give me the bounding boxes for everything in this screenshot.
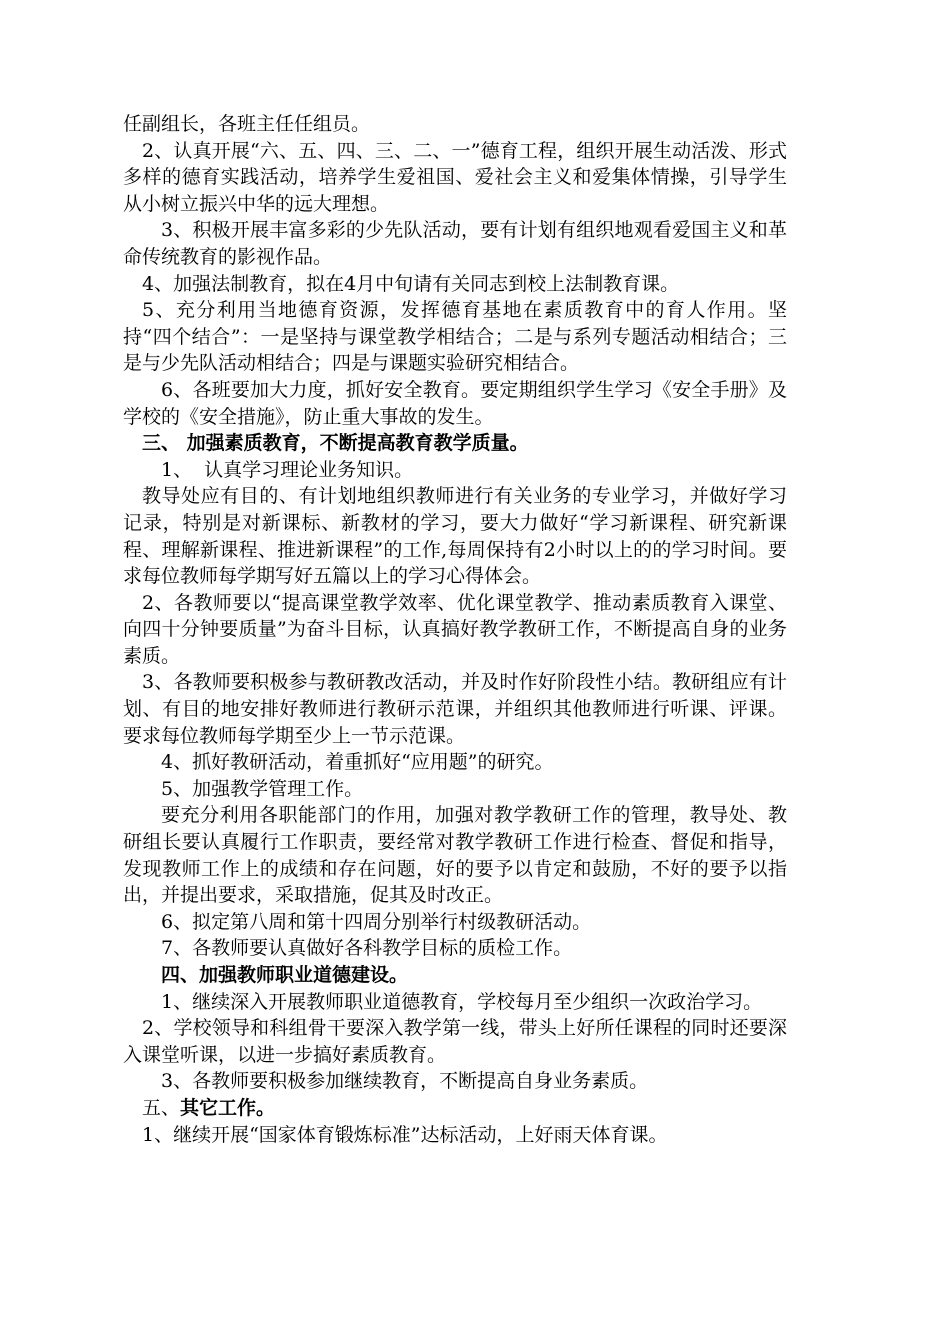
paragraph-15: 6、拟定第八周和第十四周分别举行村级教研活动。 xyxy=(161,910,592,933)
paragraph-2: 2、认真开展“六、五、四、三、二、一”德育工程，组织开展生动活泼、形式多样的德育实践活动，培养学生爱祖国、爱社会主义和爱集体情操，引导学生从小树立振兴中华的远大理想。 xyxy=(123,139,787,215)
paragraph-14: 要充分利用各职能部门的作用，加强对教学教研工作的管理，教导处、教研组长要认真履行工作职责，要经常对教学教研工作进行检查、督促和指导，发现教师工作上的成绩和存在问题，好的要予以肯定和鼓励，不好的要予以指出，并提出要求，采取措施，促其及时改正。 xyxy=(123,804,787,907)
paragraph-20: 3、各教师要积极参加继续教育，不断提高自身业务素质。 xyxy=(161,1070,649,1093)
paragraph-5: 5、充分利用当地德育资源，发挥德育基地在素质教育中的育人作用。坚持“四个结合”：一是坚持与课堂教学相结合；二是与系列专题活动相结合；三是与少先队活动相结合；四是与课题实验研究相结合。 xyxy=(123,299,787,375)
paragraph-1: 任副组长，各班主任任组员。 xyxy=(123,113,371,135)
paragraph-10: 2、各教师要以“提高课堂教学效率、优化课堂教学、推动素质教育入课堂、向四十分钟要质量”为奋斗目标，认真搞好教学教研工作，不断提高自身的业务素质。 xyxy=(123,591,787,667)
paragraph-8: 1、 认真学习理论业务知识。 xyxy=(161,458,414,481)
document-body xyxy=(123,111,787,1148)
section-heading-3: 三、 加强素质教育，不断提高教育教学质量。 xyxy=(142,432,529,455)
paragraph-3: 3、积极开展丰富多彩的少先队活动，要有计划有组织地观看爱国主义和革命传统教育的影视作品。 xyxy=(123,219,787,268)
paragraph-18: 1、继续深入开展教师职业道德教育，学校每月至少组织一次政治学习。 xyxy=(161,990,763,1013)
paragraph-11: 3、各教师要积极参与教研教改活动，并及时作好阶段性小结。教研组应有计划、有目的地安排好教师进行教研示范课，并组织其他教师进行听课、评课。要求每位教师每学期至少上一节示范课。 xyxy=(123,671,787,747)
paragraph-16: 7、各教师要认真做好各科教学目标的质检工作。 xyxy=(161,937,573,960)
paragraph-19: 2、学校领导和科组骨干要深入教学第一线，带头上好所任课程的同时还要深入课堂听课，以进一步搞好素质教育。 xyxy=(123,1017,787,1066)
section-heading-5 xyxy=(123,1095,787,1122)
section-heading-5-title: 其它工作。 xyxy=(180,1096,276,1119)
section-heading-5-number: 五、 xyxy=(142,1096,181,1119)
paragraph-4: 4、加强法制教育，拟在4月中旬请有关同志到校上法制教育课。 xyxy=(142,272,680,295)
paragraph-9: 教导处应有目的、有计划地组织教师进行有关业务的专业学习，并做好学习记录，特别是对新课标、新教材的学习，要大力做好“学习新课程、研究新课程、理解新课程、推进新课程”的工作,每周保持有2小时以上的的学习时间。要求每位教师每学期写好五篇以上的学习心得体会。 xyxy=(123,485,787,588)
paragraph-6: 6、各班要加大力度，抓好安全教育。要定期组织学生学习《安全手册》及学校的《安全措施》，防止重大事故的发生。 xyxy=(123,378,787,428)
paragraph-13: 5、加强教学管理工作。 xyxy=(161,777,364,800)
paragraph-22: 1、继续开展“国家体育锻炼标准”达标活动，上好雨天体育课。 xyxy=(142,1123,668,1146)
section-heading-4: 四、加强教师职业道德建设。 xyxy=(161,964,409,986)
paragraph-12: 4、抓好教研活动，着重抓好“应用题”的研究。 xyxy=(161,751,554,774)
